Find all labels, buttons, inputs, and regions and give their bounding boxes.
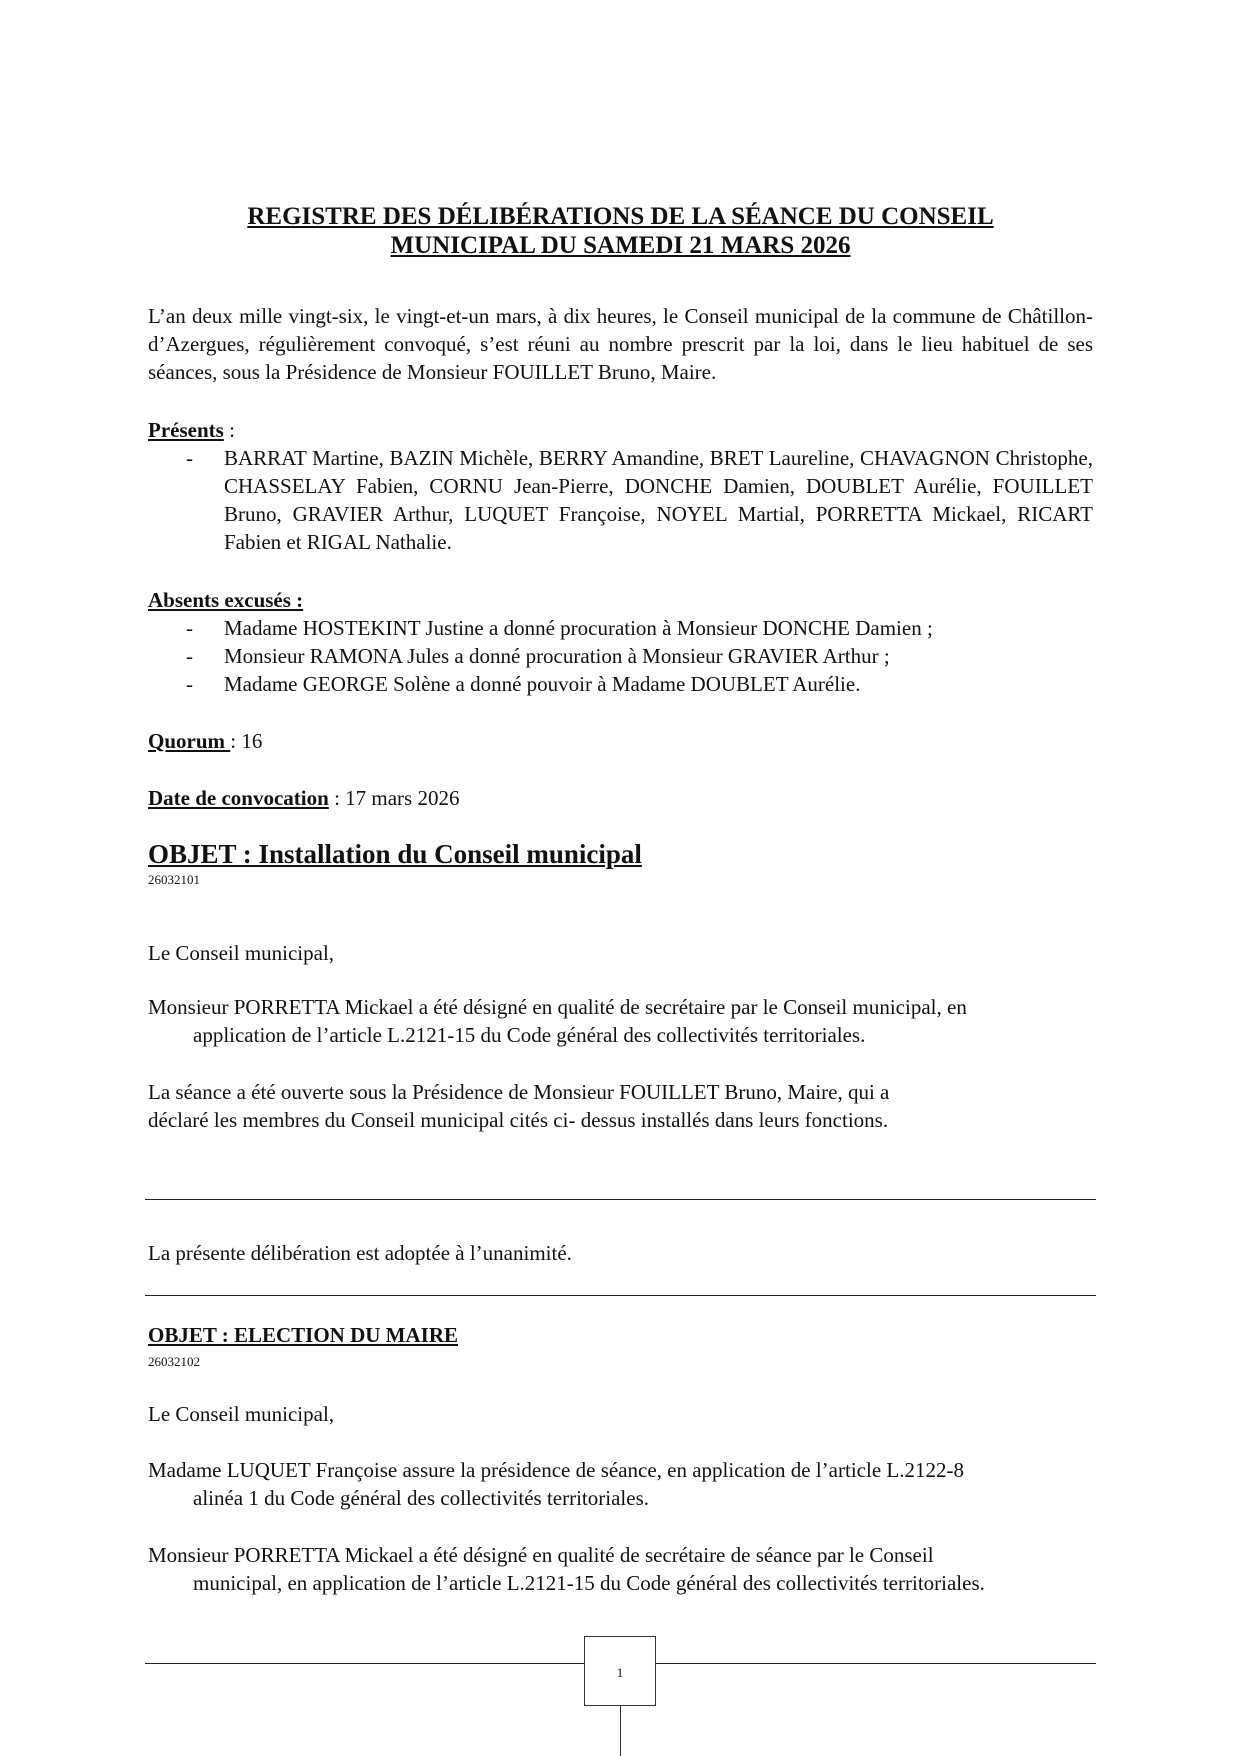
objet2-p2-cont: municipal, en application de l’article L.2121-15 du Code général des collectivités territoriales. [193,1571,985,1595]
quorum-value: : 16 [230,729,263,753]
absents-list-item: - Madame HOSTEKINT Justine a donné procuration à Monsieur DONCHE Damien ; [148,614,1093,642]
objet2-p2-first: Monsieur PORRETTA Mickael a été désigné en qualité de secrétaire de séance par le Conseil [148,1543,934,1567]
objet1-adoption: La présente délibération est adoptée à l’unanimité. [148,1241,572,1265]
presents-label: Présents [148,418,224,442]
divider [145,1199,1096,1200]
page-number: 1 [616,1665,624,1680]
quorum-label: Quorum [148,729,231,753]
footer-rule-left [145,1663,585,1664]
page-title [148,202,1093,260]
objet2-presidence-paragraph [148,1456,1093,1512]
objet1-p1-cont: application de l’article L.2121-15 du Code général des collectivités territoriales. [193,1023,866,1047]
objet2-ref: 26032102 [148,1354,200,1369]
objet2-p1-first: Madame LUQUET Françoise assure la présidence de séance, en application de l’article L.2122-8 [148,1458,964,1482]
title-line-2: MUNICIPAL DU SAMEDI 21 MARS 2026 [390,232,851,259]
quorum-line [148,727,1093,755]
objet1-p2-line1: La séance a été ouverte sous la Présidence de Monsieur FOUILLET Bruno, Maire, qui a [148,1080,890,1104]
title-line-1: REGISTRE DES DÉLIBÉRATIONS DE LA SÉANCE DU CONSEIL [247,203,994,230]
page-number-stem [620,1706,621,1756]
objet2-p1-cont: alinéa 1 du Code général des collectivités territoriales. [193,1486,649,1510]
page-number-box [584,1636,656,1706]
absents-list [148,614,1093,698]
objet1-ref: 26032101 [148,872,200,887]
presents-list-item: - BARRAT Martine, BAZIN Michèle, BERRY Amandine, BRET Laureline, CHAVAGNON Christophe, CHASSELAY Fabien, CORNU Jean-Pierre, DONCHE Damien, DOUBLET Aurélie, FOUILLET Bruno, GRAVIER Arthur, LUQUET Françoise, NOYEL Martial, PORRETTA Mickael, RICART Fabien et RIGAL Nathalie. [148,444,1093,556]
objet1-p2-line2: déclaré les membres du Conseil municipal cités ci- dessus installés dans leurs fonctions. [148,1108,889,1132]
objet2-opening: Le Conseil municipal, [148,1402,335,1426]
objet2-title: OBJET : ELECTION DU MAIRE [148,1323,458,1347]
objet2-secretaire-paragraph [148,1541,1093,1597]
absents-heading [148,586,1093,614]
objet1-secretaire-paragraph [148,993,1093,1049]
absents-list-item: - Madame GEORGE Solène a donné pouvoir à Madame DOUBLET Aurélie. [148,670,1093,698]
convocation-line [148,784,1093,812]
objet1-title: OBJET : Installation du Conseil municipal [148,839,642,869]
divider [145,1295,1096,1296]
footer-rule-right [656,1663,1096,1664]
objet1-opening: Le Conseil municipal, [148,941,335,965]
absents-list-item: - Monsieur RAMONA Jules a donné procuration à Monsieur GRAVIER Arthur ; [148,642,1093,670]
convocation-label: Date de convocation [148,786,329,810]
absents-label: Absents excusés : [148,588,304,612]
intro-paragraph: L’an deux mille vingt-six, le vingt-et-un mars, à dix heures, le Conseil municipal de la commune de Châtillon- d’Azergues, régulièrement convoqué, s’est réuni au nombre prescrit par la loi, dans le lieu habituel de ses séances, sous la Présidence de Monsieur FOUILLET Bruno, Maire. [148,304,1093,384]
objet1-presidence-paragraph [148,1078,1093,1134]
presents-suffix: : [223,418,235,442]
presents-heading [148,416,1093,444]
objet1-p1-first: Monsieur PORRETTA Mickael a été désigné en qualité de secrétaire par le Conseil municipal, en [148,995,967,1019]
presents-list [148,444,1093,556]
convocation-value: : 17 mars 2026 [328,786,460,810]
